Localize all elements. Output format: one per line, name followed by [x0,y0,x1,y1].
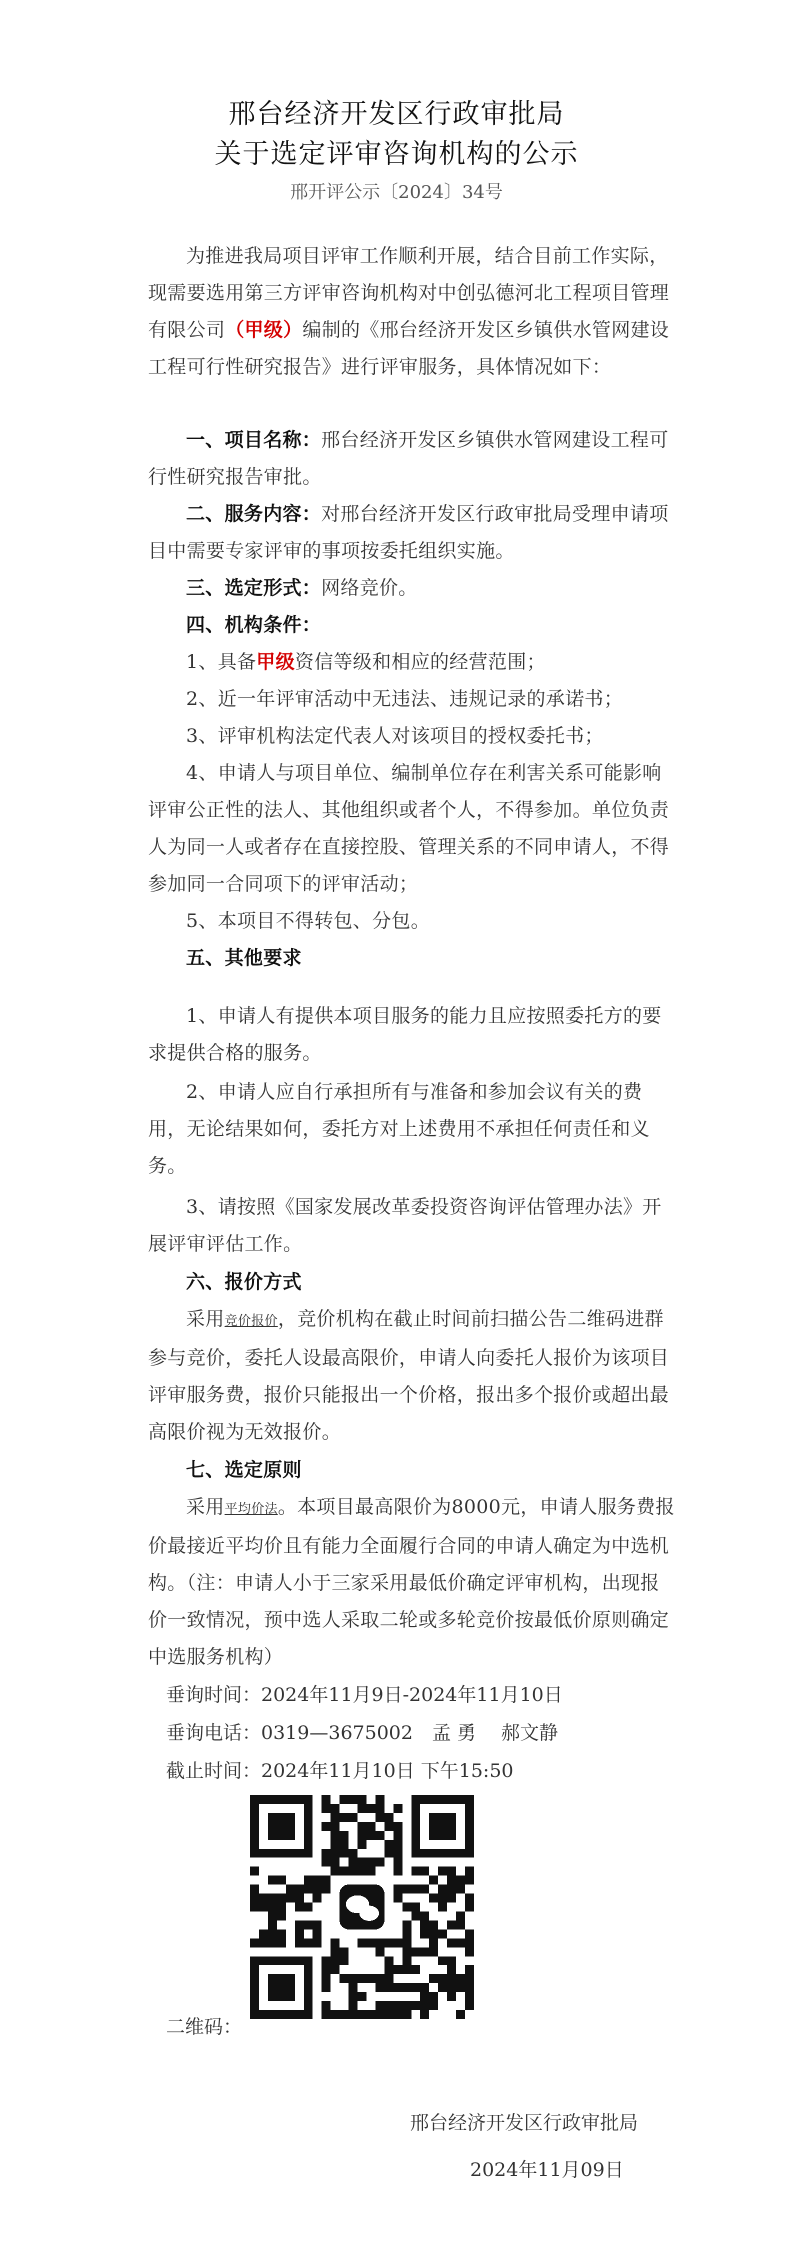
section-7-method: 平均价法 [224,1502,278,1517]
section-7-heading-text: 七、选定原则 [186,1459,302,1481]
section-2-text: 对邢台经济开发区行政审批局受理申请项目中需要专家评审的事项按委托组织实施。 [148,503,669,562]
section-6-a: 采用 [186,1308,225,1330]
section-4-item-5: 5、本项目不得转包、分包。 [186,910,430,932]
section-6-heading [148,1264,676,1301]
document-number: 邢开评公示〔2024〕34号 [290,182,503,203]
section-3-heading: 三、选定形式： [186,577,322,599]
section-3-text: 网络竞价。 [321,577,418,599]
title-line-2: 关于选定评审咨询机构的公示 [214,139,579,170]
section-7-a: 采用 [186,1496,225,1518]
section-5-heading [148,940,676,977]
qr-label: 二维码： [166,2016,243,2038]
section-5-item-3: 3、请按照《国家发展改革委投资咨询评估管理办法》开展评审评估工作。 [148,1196,662,1255]
section-2-heading: 二、服务内容： [186,503,322,525]
section-3 [148,570,676,607]
title-line-1: 邢台经济开发区行政审批局 [228,99,565,130]
section-7-b: 。本项目最高限价为8000元，申请人服务费报价最接近平均价且有能力全面履行合同的申请人确定为中选机构。（注：申请人小于三家采用最低价确定评审机构，出现报价一致情况，预中选人采取二轮或多轮竞价按最低价原则确定中选服务机构） [148,1496,675,1668]
section-4-item-4: 4、申请人与项目单位、编制单位存在利害关系可能影响评审公正性的法人、其他组织或者个人，不得参加。单位负责人为同一人或者存在直接控股、管理关系的不同申请人，不得参加同一合同项下的评审活动； [148,762,670,895]
section-2 [148,496,676,570]
intro-text-b: 编制的《邢台经济开发区乡镇供水管网建设工程可行性研究报告》进行评审服务，具体情况如下： [148,319,670,378]
section-6-method: 竞价报价 [224,1314,278,1329]
section-4-heading-text: 四、机构条件： [186,614,322,636]
section-1-text: 邢台经济开发区乡镇供水管网建设工程可行性研究报告审批。 [148,429,669,488]
section-4-heading [148,607,676,644]
inquiry-time: 垂询时间：2024年11月9日-2024年11月10日 [166,1684,563,1706]
intro-paragraph [148,238,676,386]
issue-date: 2024年11月09日 [470,2159,624,2181]
section-4-item-1 [148,644,676,681]
intro-grade: （甲级） [225,319,303,341]
section-7-paragraph [148,1489,676,1676]
item-1-c: 资信等级和相应的经营范围； [294,651,546,673]
section-6-b: ，竞价机构在截止时间前扫描公告二维码进群参与竞价，委托人设最高限价，申请人向委托人报价为该项目评审服务费，报价只能报出一个价格，报出多个报价或超出最高限价视为无效报价。 [148,1308,670,1443]
section-4-item-2: 2、近一年评审活动中无违法、违规记录的承诺书； [186,688,623,710]
section-4-item-3: 3、评审机构法定代表人对该项目的授权委托书； [186,725,604,747]
section-5-item-1: 1、申请人有提供本项目服务的能力且应按照委托方的要求提供合格的服务。 [148,1005,662,1064]
deadline: 截止时间：2024年11月10日 下午15:50 [166,1760,514,1782]
inquiry-phone: 垂询电话：0319—3675002 孟 勇 郝文静 [166,1722,559,1744]
section-7-heading [148,1452,676,1489]
section-5-item-2: 2、申请人应自行承担所有与准备和参加会议有关的费用，无论结果如何，委托方对上述费用不承担任何责任和义务。 [148,1081,650,1177]
item-1-a: 1、具备 [186,651,257,673]
section-1 [148,422,676,496]
section-6-paragraph [148,1301,676,1451]
qr-code-image[interactable] [250,1795,474,2019]
item-1-grade: 甲级 [256,651,295,673]
intro-text-a: 为推进我局项目评审工作顺利开展，结合目前工作实际，现需要选用第三方评审咨询机构对中创弘德河北工程项目管理有限公司 [148,245,670,341]
section-5-heading-text: 五、其他要求 [186,947,302,969]
issuing-organization: 邢台经济开发区行政审批局 [410,2112,639,2134]
section-1-heading: 一、项目名称： [186,429,322,451]
section-6-heading-text: 六、报价方式 [186,1271,302,1293]
